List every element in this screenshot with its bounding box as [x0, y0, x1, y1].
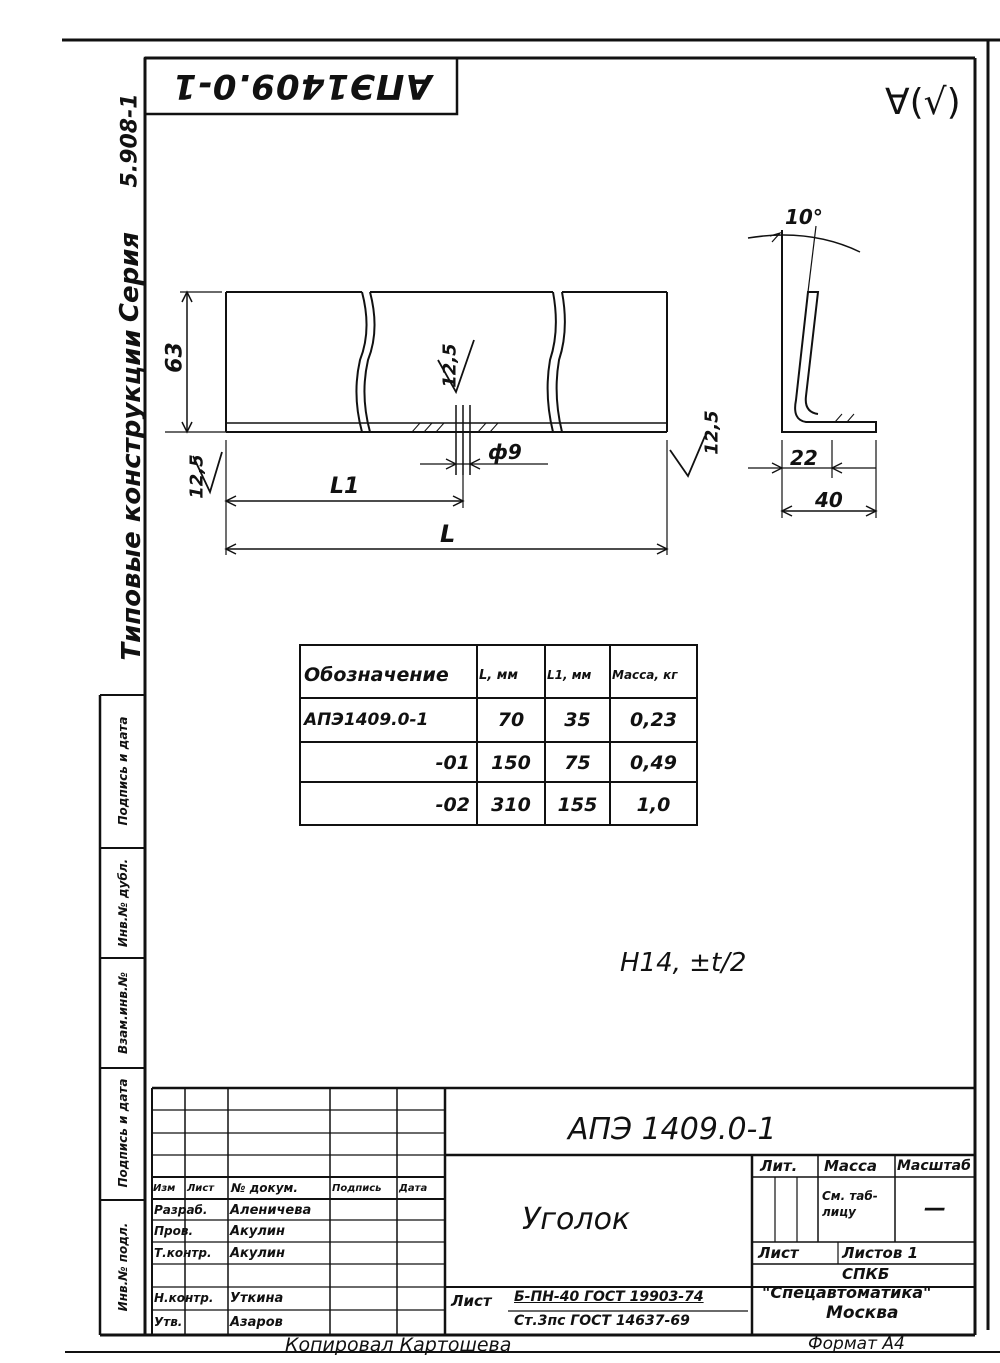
footer-format: Формат А4 [808, 1334, 905, 1354]
tb-role-norm-control: Н.контр. [154, 1291, 214, 1305]
tb-sheet: Лист [758, 1244, 799, 1262]
table-row-1-l1: 75 [564, 752, 591, 774]
left-column-dup-no: Инв.№ дубл. [116, 858, 130, 948]
title-block-code: АПЭ 1409.0-1 [568, 1112, 777, 1147]
table-row-2-l: 310 [491, 794, 531, 816]
dim-roughness-top: 12,5 [439, 343, 461, 388]
tb-header-sign: Подпись [332, 1182, 382, 1194]
table-row-1-designation: -01 [435, 752, 470, 774]
tb-scale: Масштаб [897, 1158, 971, 1174]
tb-role-checked: Пров. [154, 1224, 194, 1238]
tb-material-top: Б-ПН-40 ГОСТ 19903-74 [514, 1289, 704, 1305]
top-code: АПЭ1409.0-1 [172, 66, 432, 106]
tb-header-date: Дата [399, 1182, 428, 1194]
dim-l1: L1 [330, 474, 360, 499]
tb-material-bottom: Ст.3пс ГОСТ 14637-69 [514, 1313, 690, 1329]
tb-header-izm: Изм [153, 1182, 176, 1194]
left-column-sign-date-2: Подпись и дата [116, 1078, 130, 1188]
tb-mass: Масса [824, 1157, 877, 1175]
dim-22: 22 [790, 446, 818, 470]
tb-org-3: Москва [826, 1303, 899, 1323]
tb-material-prefix: Лист [451, 1292, 492, 1310]
dim-roughness-right: 12,5 [701, 410, 723, 455]
roughness-symbol: ∀(√) [885, 82, 961, 123]
table-header-l1: L1, мм [547, 668, 592, 682]
dim-l: L [440, 520, 456, 548]
tb-role-tech-control: Т.контр. [154, 1246, 212, 1260]
table-row-2-mass: 1,0 [636, 794, 671, 816]
table-row-2-designation: -02 [435, 794, 470, 816]
table-header-l: L, мм [479, 667, 518, 683]
tb-name-approved: Азаров [230, 1314, 283, 1330]
tb-mass-value: См. таб-лицу [822, 1189, 878, 1219]
table-row-1-mass: 0,49 [630, 752, 677, 774]
footer-copied: Копировал Картошева [285, 1334, 512, 1356]
table-row-0-mass: 0,23 [630, 709, 677, 731]
dim-40: 40 [815, 488, 843, 512]
tb-name-checked: Акулин [230, 1223, 285, 1239]
tb-scale-value: — [924, 1195, 946, 1221]
tolerance-note: Н14, ±t/2 [620, 948, 747, 978]
left-column-replace-no: Взам.инв.№ [116, 972, 130, 1054]
tb-org-2: "Спецавтоматика" [762, 1283, 932, 1302]
tb-header-doc: № докум. [231, 1181, 298, 1195]
title-block-name: Уголок [522, 1202, 631, 1237]
tb-role-developer: Разраб. [154, 1203, 208, 1217]
table-row-0-l1: 35 [564, 709, 591, 731]
left-column-orig-no: Инв.№ подл. [116, 1222, 130, 1312]
tb-name-norm-control: Уткина [230, 1290, 284, 1306]
table-header-mass: Масса, кг [612, 668, 678, 682]
table-row-2-l1: 155 [557, 794, 598, 816]
tb-name-developer: Аленичева [230, 1202, 312, 1218]
left-column-sign-date-1: Подпись и дата [116, 716, 130, 826]
tb-header-list: Лист [187, 1182, 215, 1194]
table-row-1-l: 150 [491, 752, 531, 774]
typical-constructions: Типовые конструкции [117, 329, 147, 661]
dim-angle: 10° [785, 205, 823, 229]
tb-name-tech-control: Акулин [230, 1245, 285, 1261]
dim-roughness-left: 12,5 [186, 454, 208, 499]
dim-hole: ф9 [488, 440, 522, 464]
tb-sheets: Листов 1 [842, 1244, 919, 1262]
tb-lit: Лит. [760, 1157, 798, 1175]
tb-role-approved: Утв. [154, 1315, 183, 1329]
table-row-0-l: 70 [497, 709, 525, 731]
tb-org-1: СПКБ [842, 1265, 890, 1283]
series-label: Серия [115, 231, 145, 323]
series-value: 5.908-1 [117, 93, 143, 188]
dim-height: 63 [162, 342, 188, 373]
table-row-0-designation: АПЭ1409.0-1 [304, 710, 429, 730]
table-header-designation: Обозначение [304, 664, 449, 686]
